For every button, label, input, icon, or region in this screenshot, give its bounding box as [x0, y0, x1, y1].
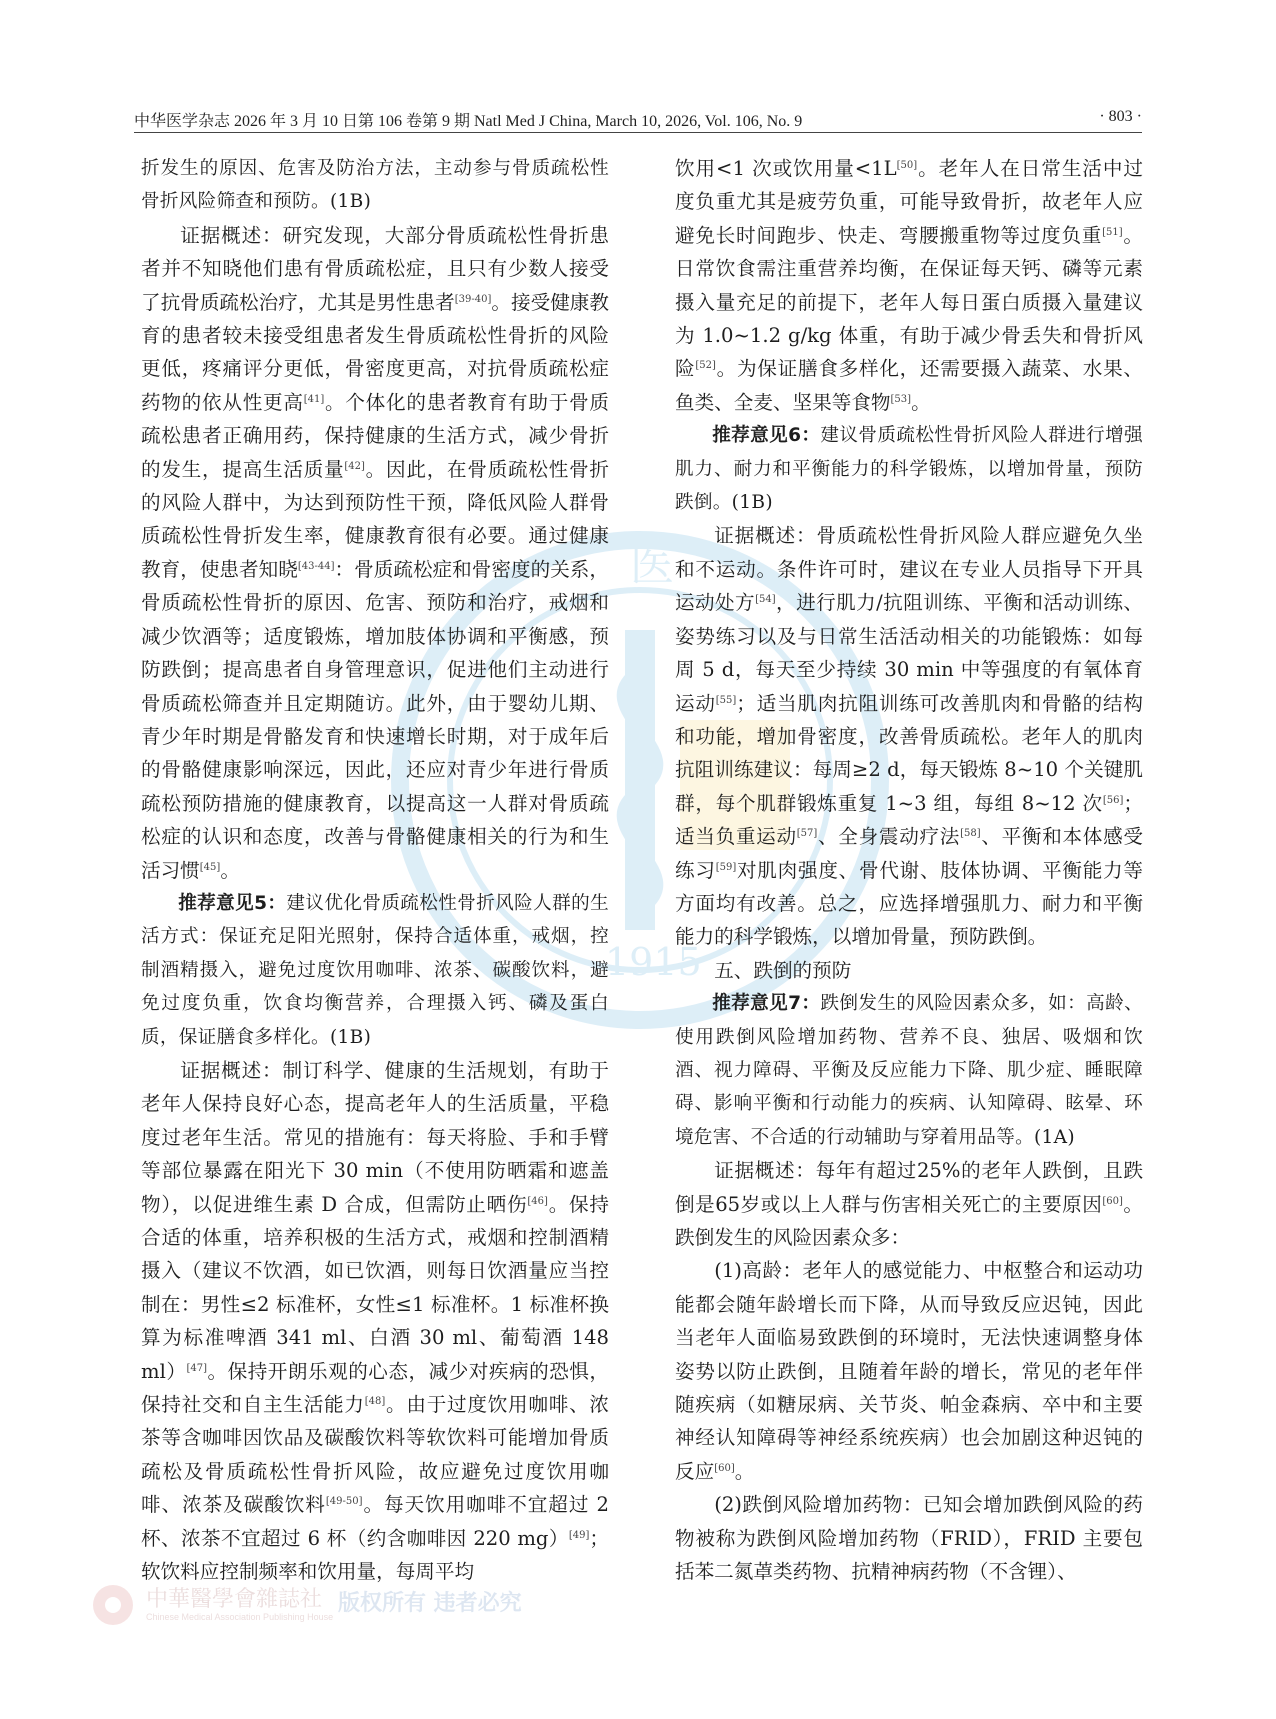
body-paragraph: 证据概述：制订科学、健康的生活规划，有助于老年人保持良好心态，提高老年人的生活质量，平稳度过老年生活。常见的措施有：每天将脸、手和手臂等部位暴露在阳光下 30 min（不使用防晒霜和遮盖物），以促进维生素 D 合成，但需防止晒伤[46]。保持合适的体重，培养积极的生活方式，戒烟和控制酒精摄入（建议不饮酒，如已饮酒，则每日饮酒量应当控制在：男性≤2 标准杯，女性≤1 标准杯。1 标准杯换算为标准啤酒 341 ml、白酒 30 ml、葡萄酒 148 ml）[47]。保持开朗乐观的心态，减少对疾病的恐惧，保持社交和自主生活能力[48]。由于过度饮用咖啡、浓茶等含咖啡因饮品及碳酸饮料等软饮料可能增加骨质疏松及骨质疏松性骨折风险，故应避免过度饮用咖啡、浓茶及碳酸饮料[49-50]。每天饮用咖啡不宜超过 2 杯、浓茶不宜超过 6 杯（约含咖啡因 220 mg）[49]；软饮料应控制频率和饮用量，每周平均 [141, 1058, 610, 1584]
recommendation-paragraph: 推荐意见5：建议优化骨质疏松性骨折风险人群的生活方式：保证充足阳光照射，保持合适体重，戒烟，控制酒精摄入，避免过度饮用咖啡、浓茶、碳酸饮料，避免过度负重，饮食均衡营养，合理摄入钙、磷及蛋白质，保证膳食多样化。(1B) [141, 892, 609, 1048]
citation-ref: [60] [1102, 1195, 1123, 1207]
recommendation-label: 推荐意见6： [712, 425, 821, 447]
citation-ref: [49-50] [325, 1496, 363, 1508]
citation-ref: [52] [695, 360, 716, 372]
citation-ref: [46] [527, 1195, 548, 1207]
citation-ref: [55] [715, 694, 737, 706]
svg-text:1915: 1915 [605, 940, 702, 984]
body-paragraph: (1)高龄：老年人的感觉能力、中枢整合和运动功能都会随年龄增长而下降，从而导致反应迟钝，因此当老年人面临易致跌倒的环境时，无法快速调整身体姿势以防止跌倒，且随着年龄的增长，常见的老年伴随疾病（如糖尿病、关节炎、帕金森病、卒中和主要神经认知障碍等神经系统疾病）也会加剧这种迟钝的反应[60]。 [675, 1259, 1143, 1483]
body-paragraph: 证据概述：骨质疏松性骨折风险人群应避免久坐和不运动。条件许可时，建议在专业人员指导下开具运动处方[54]，进行肌力/抗阻训练、平衡和活动训练、姿势练习以及与日常生活活动相关的功能锻炼：如每周 5 d，每天至少持续 30 min 中等强度的有氧体育运动[55]；适当肌肉抗阻训练可改善肌肉和骨骼的结构和功能，增加骨密度，改善骨质疏松。老年人的肌肉抗阻训练建议：每周≥2 d，每天锻炼 8~10 个关键肌群，每个肌群锻炼重复 1~3 组，每组 8~12 次[56]；适当负重运动[57]、全身震动疗法[58]、平衡和本体感受练习[59]对肌肉强度、骨代谢、肢体协调、平衡能力等方面均有改善。总之，应选择增强肌力、耐力和平衡能力的科学锻炼，以增加骨量，预防跌倒。 [675, 524, 1144, 949]
citation-ref: [60] [714, 1462, 735, 1474]
citation-ref: [48] [364, 1396, 386, 1408]
recommendation-label: 推荐意见5： [178, 892, 287, 914]
running-header [134, 106, 1142, 133]
publisher-name-cn: 中華醫學會雜誌社 [146, 1587, 323, 1612]
citation-ref: [42] [344, 460, 365, 472]
journal-citation: 中华医学杂志 2026 年 3 月 10 日第 106 卷第 9 期 Natl Med J China, March 10, 2026, Vol. 106, No. 9 [134, 113, 803, 130]
citation-ref: [57] [796, 828, 818, 840]
citation-ref: [51] [1102, 226, 1123, 238]
right-column [675, 152, 1143, 1588]
copyright-notice: 版权所有 违者必究 [338, 1591, 522, 1616]
citation-ref: [41] [303, 393, 325, 405]
citation-ref: [39-40] [454, 293, 492, 305]
section-heading: 五、跌倒的预防 [714, 958, 852, 982]
body-paragraph: (2)跌倒风险增加药物：已知会增加跌倒风险的药物被称为跌倒风险增加药物（FRID），FRID 主要包括苯二氮䓬类药物、抗精神病药物（不含锂）、 [675, 1493, 1143, 1584]
left-column [141, 152, 609, 1588]
recommendation-label: 推荐意见7： [712, 993, 821, 1015]
citation-ref: [58] [960, 828, 981, 840]
body-paragraph: 证据概述：每年有超过25%的老年人跌倒，且跌倒是65岁或以上人群与伤害相关死亡的主要原因[60]。跌倒发生的风险因素众多： [675, 1159, 1144, 1249]
body-paragraph-continuation: 饮用<1 次或饮用量<1L[50]。老年人在日常生活中过度负重尤其是疲劳负重，可能导致骨折，故老年人应避免长时间跑步、快走、弯腰搬重物等过度负重[51]。日常饮食需注重营养均衡，在保证每天钙、磷等元素摄入量充足的前提下，老年人每日蛋白质摄入量建议为 1.0~1.2 g/kg 体重，有助于减少骨丢失和骨折风险[52]。为保证膳食多样化，还需要摄入蔬菜、水果、鱼类、全麦、坚果等食物[53]。 [675, 157, 1144, 414]
page-number: · 803 · [1099, 108, 1142, 125]
citation-ref: [47] [186, 1362, 207, 1374]
citation-ref: [50] [896, 160, 918, 171]
citation-ref: [43-44] [297, 560, 335, 572]
citation-ref: [45] [199, 861, 221, 873]
svg-text:医: 医 [630, 540, 674, 591]
recommendation-paragraph: 推荐意见7：跌倒发生的风险因素众多，如：高龄、使用跌倒风险增加药物、营养不良、独居、吸烟和饮酒、视力障碍、平衡及反应能力下降、肌少症、睡眠障碍、影响平衡和行动能力的疾病、认知障碍、眩晕、环境危害、不合适的行动辅助与穿着用品等。(1A) [675, 993, 1143, 1148]
citation-ref: [54] [755, 594, 776, 606]
citation-ref: [53] [890, 393, 912, 405]
body-paragraph: 证据概述：研究发现，大部分骨质疏松性骨折患者并不知晓他们患有骨质疏松症，且只有少数人接受了抗骨质疏松治疗，尤其是男性患者[39-40]。接受健康教育的患者较未接受组患者发生骨质疏松性骨折的风险更低，疼痛评分更低，骨密度更高，对抗骨质疏松症药物的依从性更高[41]。个体化的患者教育有助于骨质疏松患者正确用药，保持健康的生活方式，减少骨折的发生，提高生活质量[42]。因此，在骨质疏松性骨折的风险人群中，为达到预防性干预，降低风险人群骨质疏松性骨折发生率，健康教育很有必要。通过健康教育，使患者知晓[43-44]：骨质疏松症和骨密度的关系，骨质疏松性骨折的原因、危害、预防和治疗，戒烟和减少饮酒等；适度锻炼，增加肢体协调和平衡感，预防跌倒；提高患者自身管理意识，促进他们主动进行骨质疏松筛查并且定期随访。此外，由于婴幼儿期、青少年时期是骨骼发育和快速增长时期，对于成年后的骨骼健康影响深远，因此，还应对青少年进行骨质疏松预防措施的健康教育，以提高这一人群对骨质疏松症的认识和态度，改善与骨骼健康相关的行为和生活习惯[45]。 [141, 223, 610, 882]
publisher-name-en: Chinese Medical Association Publishing House [146, 1612, 334, 1622]
citation-ref: [49] [568, 1529, 590, 1541]
publisher-watermark [88, 1580, 548, 1640]
recommendation-continuation: 折发生的原因、危害及防治方法，主动参与骨质疏松性骨折风险筛查和预防。(1B) [141, 158, 609, 213]
citation-ref: [56] [1102, 794, 1124, 806]
publisher-flower-icon [88, 1580, 138, 1630]
recommendation-paragraph: 推荐意见6：建议骨质疏松性骨折风险人群进行增强肌力、耐力和平衡能力的科学锻炼，以增加骨量，预防跌倒。(1B) [675, 425, 1143, 514]
citation-ref: [59] [715, 861, 737, 873]
